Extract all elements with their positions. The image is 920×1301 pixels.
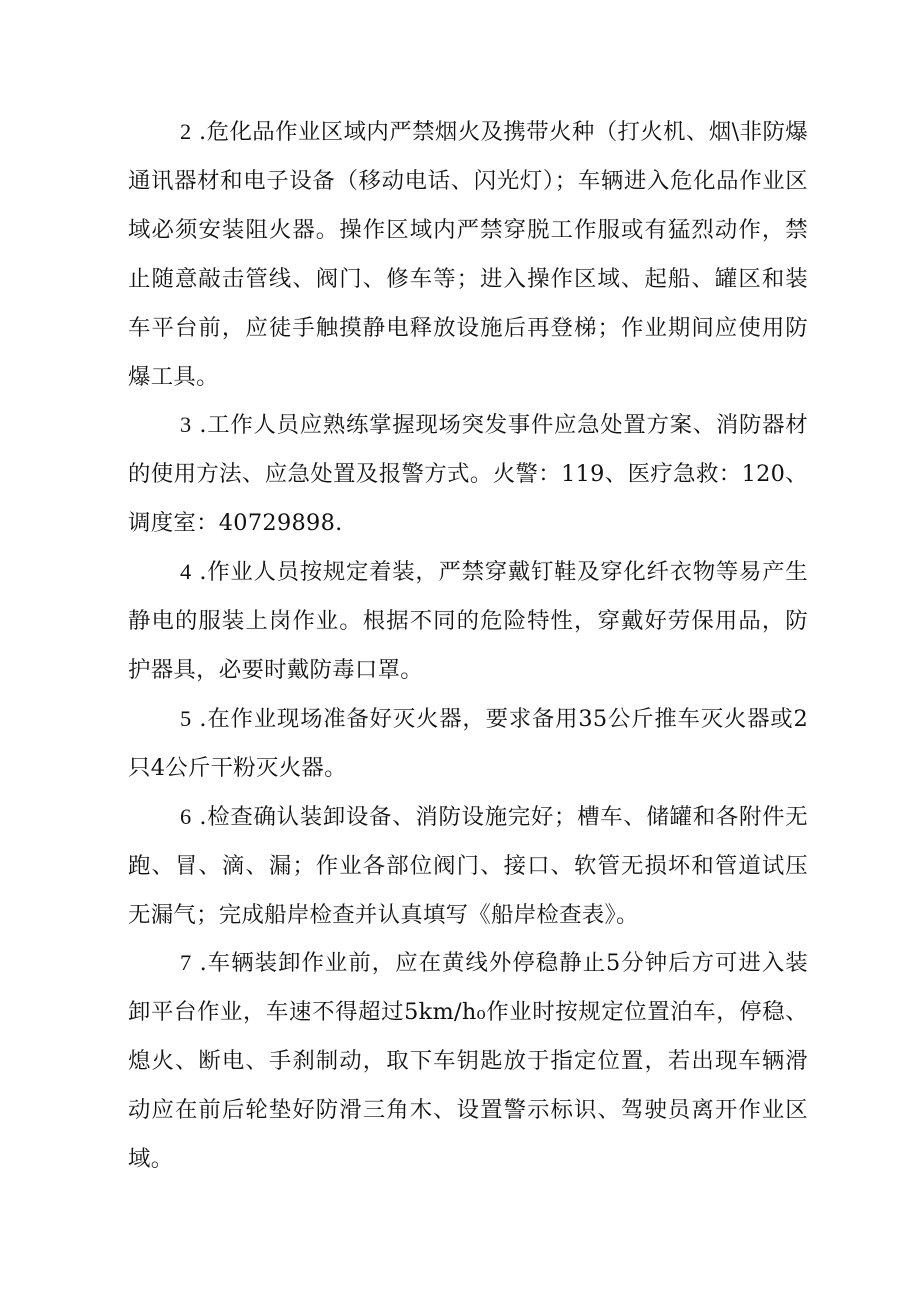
paragraph-text: .工作人员应熟练掌握现场突发事件应急处置方案、消防器材的使用方法、应急处置及报警方式。火警：119、医疗急救：120、调度室：40729898. [128,412,808,537]
paragraph-number: 4 [180,559,192,585]
paragraph-text: .作业人员按规定着装，严禁穿戴钉鞋及穿化纤衣物等易产生静电的服装上岗作业。根据不同的危险特性，穿戴好劳保用品，防护器具，必要时戴防毒口罩。 [128,559,808,683]
paragraph-text: .危化品作业区域内严禁烟火及携带火种（打火机、烟\非防爆通讯器材和电子设备（移动电话、闪光灯）；车辆进入危化品作业区域必须安装阻火器。操作区域内严禁穿脱工作服或有猛烈动作，禁止随意敲击管线、阀门、修车等；进入操作区域、起船、罐区和装车平台前，应徒手触摸静电释放设施后再登梯；作业期间应使用防爆工具。 [128,119,808,390]
paragraph-item-4 [128,548,808,695]
paragraph-number: 3 [180,412,192,438]
paragraph-item-3 [128,401,808,548]
paragraph-number: 7 [180,950,192,976]
paragraph-text: .车辆装卸作业前，应在黄线外停稳静止5分钟后方可进入装卸平台作业，车速不得超过5km∕h₀作业时按规定位置泊车，停稳、熄火、断电、手刹制动，取下车钥匙放于指定位置，若出现车辆滑动应在前后轮垫好防滑三角木、设置警示标识、驾驶员离开作业区域。 [128,950,808,1173]
paragraph-text: .检查确认装卸设备、消防设施完好；槽车、储罐和各附件无跑、冒、滴、漏；作业各部位阀门、接口、软管无损坏和管道试压无漏气；完成船岸检查并认真填写《船岸检查表》。 [128,803,808,928]
paragraph-number: 6 [180,803,192,829]
paragraph-text: .在作业现场准备好灭火器，要求备用35公斤推车灭火器或2只4公斤干粉灭火器。 [128,705,808,781]
paragraph-number: 5 [180,705,192,731]
paragraph-item-5 [128,695,808,793]
document-body [128,108,808,1184]
paragraph-item-7 [128,939,808,1184]
paragraph-item-2 [128,108,808,401]
paragraph-item-6 [128,793,808,940]
paragraph-number: 2 [180,119,192,144]
